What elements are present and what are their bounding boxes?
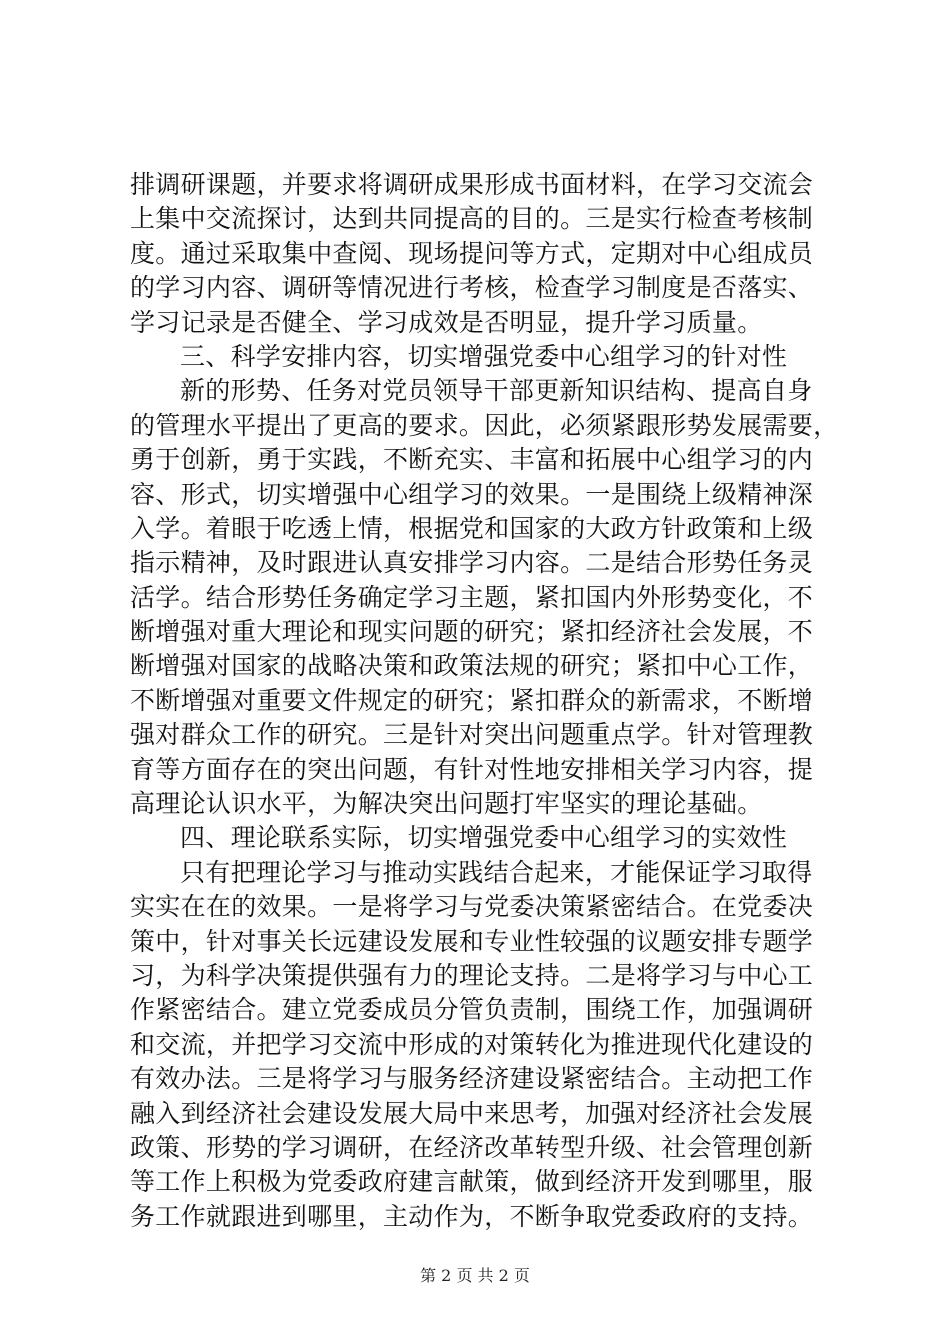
text-line: 策中，针对事关长远建设发展和专业性较强的议题安排专题学 — [130, 926, 814, 956]
text-line: 度。通过采取集中查阅、现场提问等方式，定期对中心组成员 — [130, 238, 814, 268]
text-line: 作紧密结合。建立党委成员分管负责制，围绕工作，加强调研 — [130, 995, 814, 1025]
text-line: 强对群众工作的研究。三是针对突出问题重点学。针对管理教 — [130, 720, 814, 750]
text-line: 实实在在的效果。一是将学习与党委决策紧密结合。在党委决 — [130, 892, 814, 922]
text-line: 活学。结合形势任务确定学习主题，紧扣国内外形势变化，不 — [130, 582, 814, 612]
document-body — [130, 168, 839, 1234]
text-line: 的管理水平提出了更高的要求。因此，必须紧跟形势发展需要， — [130, 410, 839, 440]
text-line: 上集中交流探讨，达到共同提高的目的。三是实行检查考核制 — [130, 204, 814, 234]
page-footer — [0, 1265, 950, 1287]
text-line: 入学。着眼于吃透上情，根据党和国家的大政方针政策和上级 — [130, 513, 814, 543]
text-line: 有效办法。三是将学习与服务经济建设紧密结合。主动把工作 — [130, 1064, 814, 1094]
text-line: 的学习内容、调研等情况进行考核，检查学习制度是否落实、 — [130, 273, 814, 303]
text-line: 勇于创新，勇于实践，不断充实、丰富和拓展中心组学习的内 — [130, 445, 814, 475]
text-line: 育等方面存在的突出问题，有针对性地安排相关学习内容，提 — [130, 754, 814, 784]
text-line: 四、理论联系实际，切实增强党委中心组学习的实效性 — [180, 823, 788, 853]
text-line: 学习记录是否健全、学习成效是否明显，提升学习质量。 — [130, 307, 763, 337]
text-line: 融入到经济社会建设发展大局中来思考，加强对经济社会发展 — [130, 1098, 814, 1128]
page-number-label: 第 2 页 共 2 页 — [420, 1266, 530, 1285]
text-line: 只有把理论学习与推动实践结合起来，才能保证学习取得 — [180, 857, 813, 887]
text-line: 政策、形势的学习调研，在经济改革转型升级、社会管理创新 — [130, 1132, 814, 1162]
text-line: 务工作就跟进到哪里，主动作为，不断争取党委政府的支持。 — [130, 1201, 814, 1231]
text-line: 习，为科学决策提供强有力的理论支持。二是将学习与中心工 — [130, 960, 814, 990]
text-line: 和交流，并把学习交流中形成的对策转化为推进现代化建设的 — [130, 1029, 814, 1059]
text-line: 三、科学安排内容，切实增强党委中心组学习的针对性 — [180, 341, 788, 371]
text-line: 等工作上积极为党委政府建言献策，做到经济开发到哪里，服 — [130, 1167, 814, 1197]
text-line: 新的形势、任务对党员领导干部更新知识结构、提高自身 — [180, 376, 813, 406]
text-line: 容、形式，切实增强中心组学习的效果。一是围绕上级精神深 — [130, 479, 814, 509]
text-line: 不断增强对重要文件规定的研究；紧扣群众的新需求，不断增 — [130, 685, 814, 715]
text-line: 排调研课题，并要求将调研成果形成书面材料，在学习交流会 — [130, 170, 814, 199]
text-line: 高理论认识水平，为解决突出问题打牢坚实的理论基础。 — [130, 789, 763, 819]
text-line: 指示精神，及时跟进认真安排学习内容。二是结合形势任务灵 — [130, 548, 814, 578]
text-line: 断增强对重大理论和现实问题的研究；紧扣经济社会发展，不 — [130, 617, 814, 647]
text-line: 断增强对国家的战略决策和政策法规的研究；紧扣中心工作， — [130, 651, 814, 681]
